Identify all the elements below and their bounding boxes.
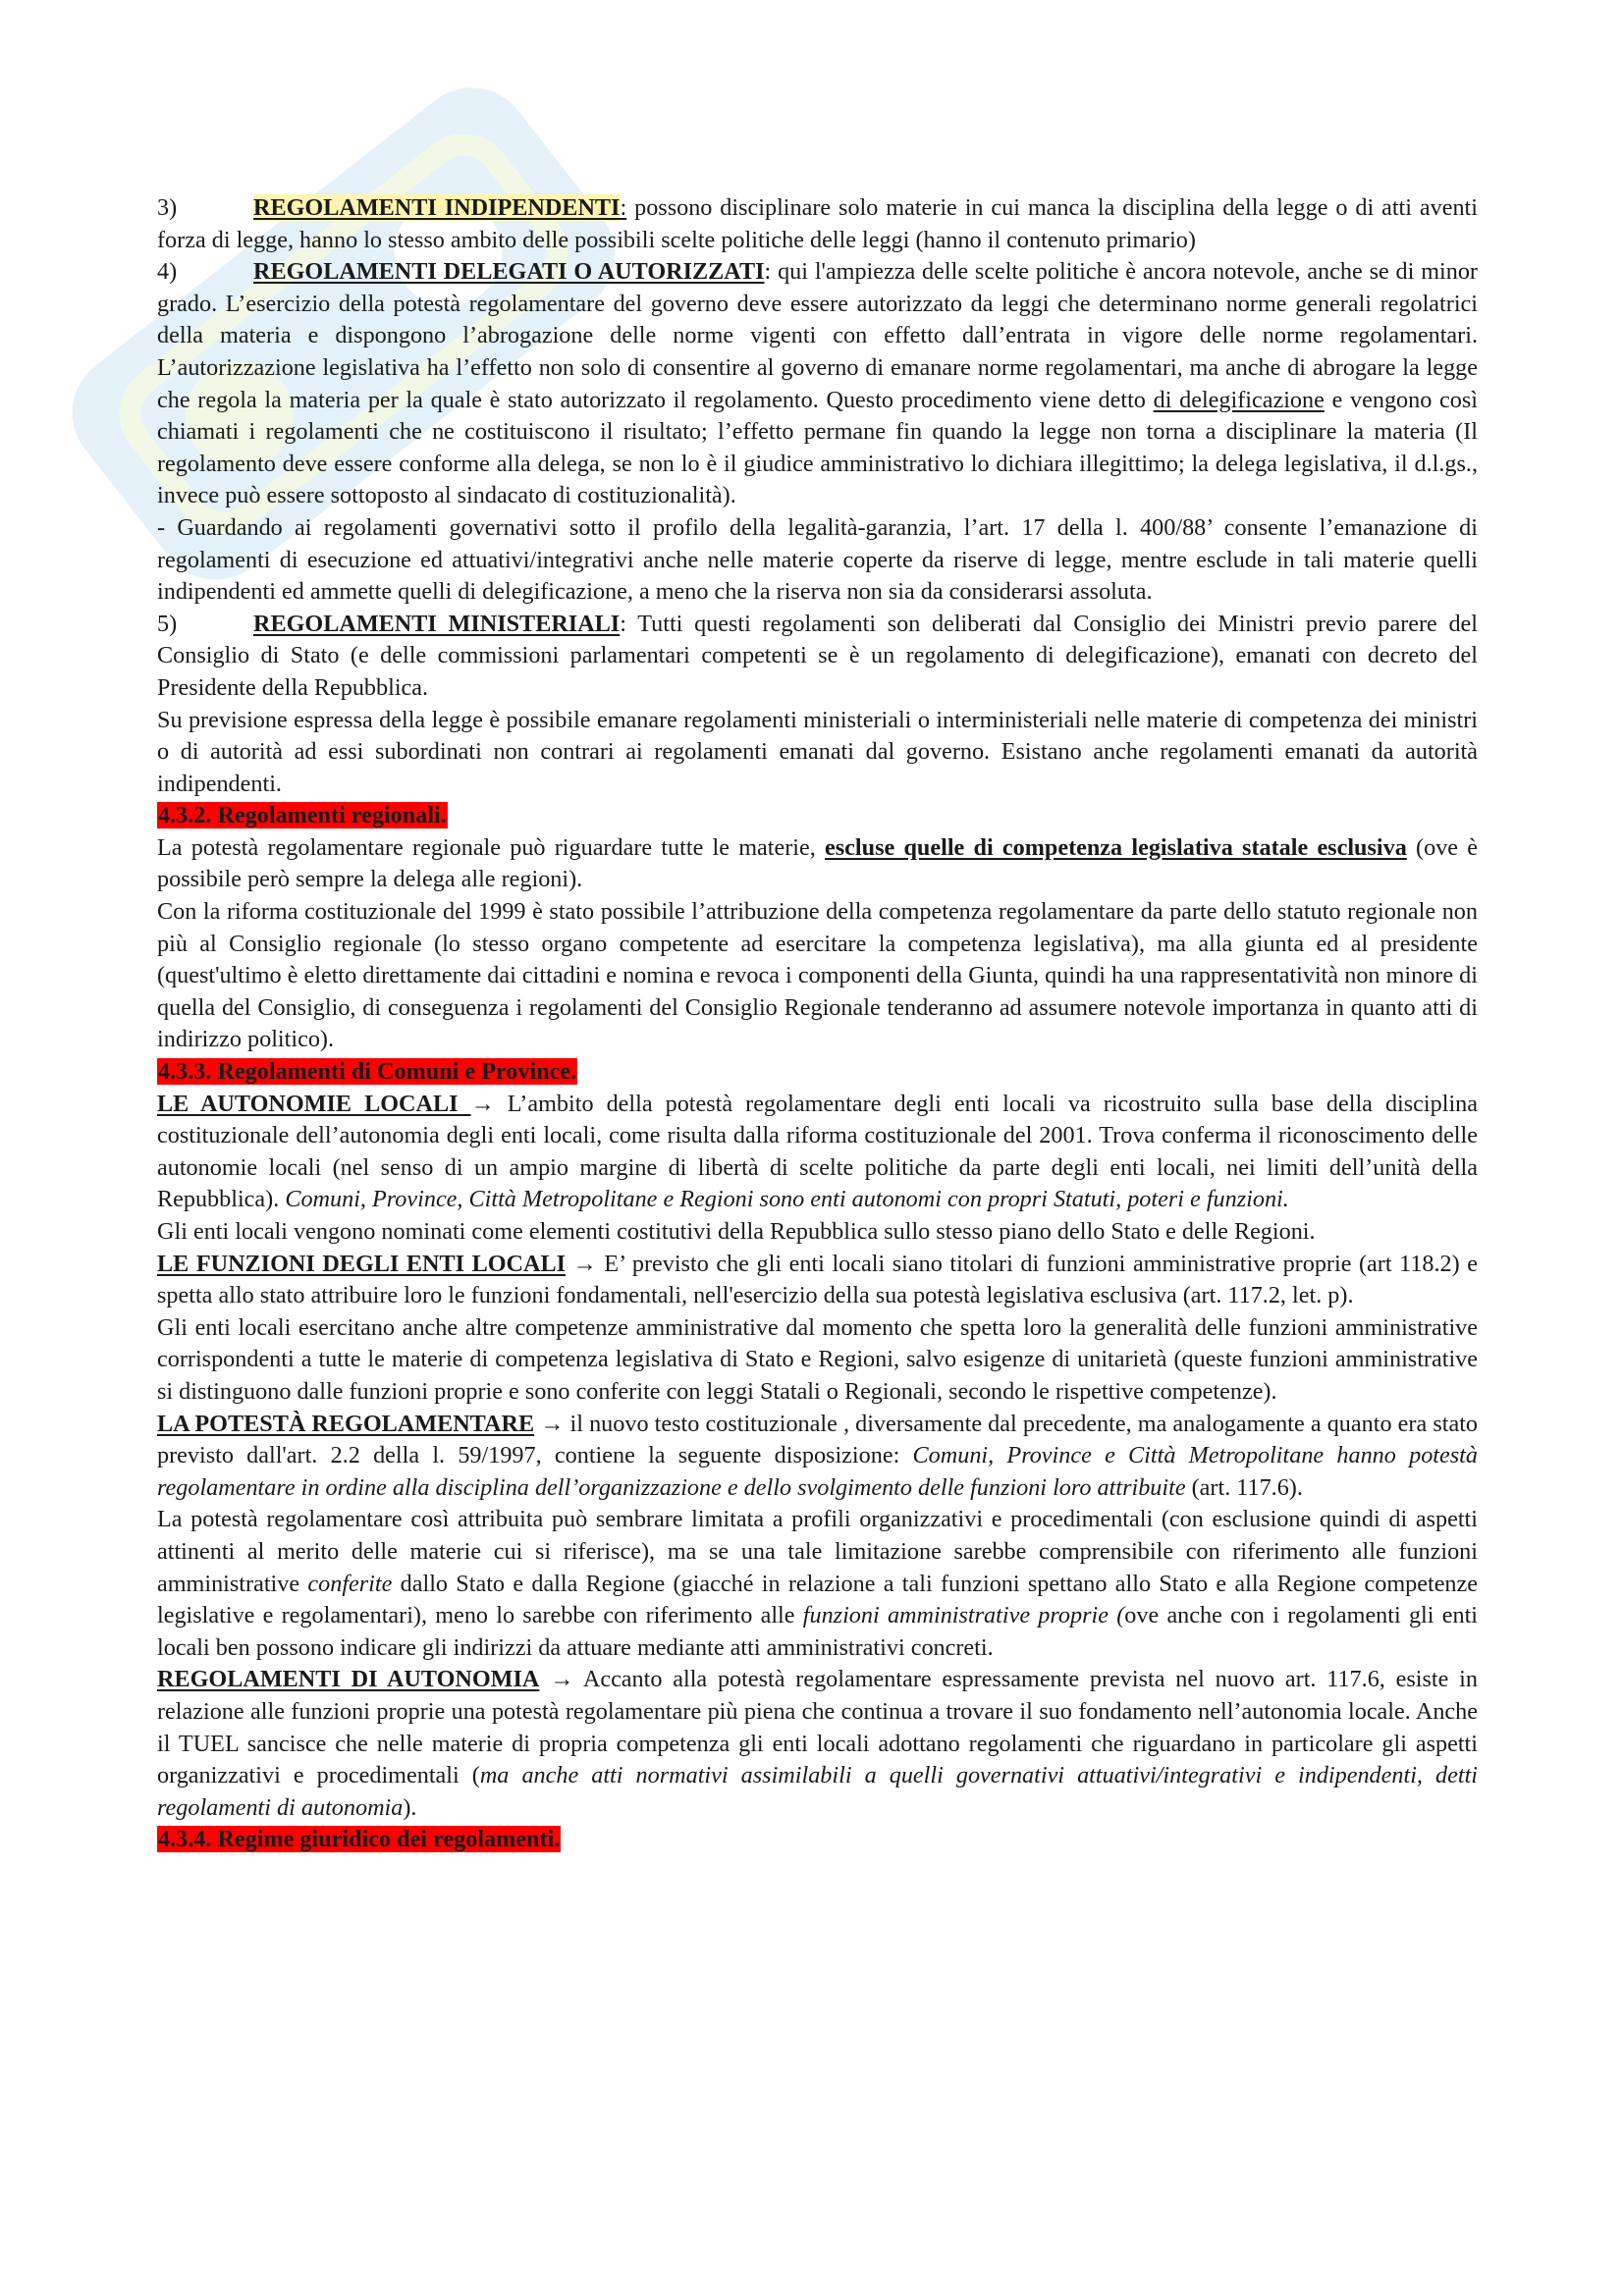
underlined-term: di delegificazione	[1153, 386, 1325, 413]
italic-text: ma anche atti normativi assimilabili a quelli governativi attuativi/integrativi e indipendenti, detti regolamenti di autonomia	[157, 1762, 1479, 1821]
italic-text: conferite	[307, 1570, 393, 1597]
section-heading-4-3-2	[157, 800, 1478, 832]
heading-regolamenti-autonomia: REGOLAMENTI DI AUTONOMIA	[157, 1666, 540, 1693]
paragraph-text: → L’ambito della potestà regolamentare degli enti locali va ricostruito sulla base della disciplina costituzionale dell’autonomia degli enti locali, come risulta dalla riforma costituzionale del 2001. Trova conferma il riconoscimento delle autonomie locali (nel senso di un ampio margine di libertà di scelte politiche da parte degli enti locali, nei limiti dell’unità della Repubblica).	[157, 1090, 1478, 1213]
paragraph-potesta-attribuita	[157, 1504, 1478, 1664]
paragraph-text: ove anche con i regolamenti gli enti locali ben possono indicare gli indirizzi da attuare mediante atti amministrativi concreti.	[157, 1602, 1479, 1661]
italic-text: funzioni amministrative proprie (	[802, 1602, 1125, 1629]
paragraph-potesta-regolamentare	[157, 1409, 1478, 1505]
list-number: 3)	[157, 194, 178, 221]
heading-regolamenti-ministeriali: REGOLAMENTI MINISTERIALI	[253, 610, 621, 637]
heading-potesta-regolamentare: LA POTESTÀ REGOLAMENTARE	[157, 1410, 535, 1437]
paragraph-regolamenti-delegati	[157, 256, 1478, 512]
highlighted-heading: 4.3.4. Regime giuridico dei regolamenti.	[158, 1826, 561, 1853]
paragraph-text: ).	[403, 1793, 417, 1821]
paragraph-text: La potestà regolamentare regionale può riguardare tutte le materie,	[157, 833, 826, 861]
paragraph-regolamenti-indipendenti	[157, 192, 1478, 256]
heading-regolamenti-indipendenti: REGOLAMENTI INDIPENDENTI	[253, 194, 621, 221]
heading-colon: :	[620, 194, 627, 221]
paragraph-regolamenti-ministeriali	[157, 609, 1478, 705]
paragraph-text: La potestà regolamentare così attribuita può sembrare limitata a profili organizzativi e procedimentali (con esclusione quindi di aspetti attinenti al merito delle materie cui si riferisce), ma se una tale limitazione sarebbe comprensibile con riferimento alle funzioni amministrative	[157, 1506, 1478, 1597]
paragraph-potesta-regionale	[157, 832, 1478, 896]
paragraph-autonomie-locali	[157, 1089, 1478, 1216]
paragraph-text: → il nuovo testo costituzionale , diversamente dal precedente, ma analogamente a quanto era stato previsto dall'art. 2.2 della l. 59/1997, contiene la seguente disposizione:	[157, 1410, 1479, 1469]
paragraph-previsione-legge: Su previsione espressa della legge è possibile emanare regolamenti ministeriali o interministeriali nelle materie di competenza dei ministri o di autorità ad essi subordinati non contrari ai regolamenti emanati dal governo. Esistano anche regolamenti emanati da autorità indipendenti.	[157, 706, 1478, 797]
paragraph-riforma-1999: Con la riforma costituzionale del 1999 è stato possibile l’attribuzione della competenza regolamentare da parte dello statuto regionale non più al Consiglio regionale (lo stesso organo competente ad esercitare la competenza legislativa), ma alla giunta ed al presidente (quest'ultimo è eletto direttamente dai cittadini e nomina e revoca i componenti della Giunta, quindi ha una rappresentatività non minore di quella del Consiglio, di conseguenza i regolamenti del Consiglio Regionale tenderanno ad assumere notevole importanza in quanto atti di indirizzo politico).	[157, 898, 1478, 1053]
heading-funzioni-enti-locali: LE FUNZIONI DEGLI ENTI LOCALI	[157, 1250, 566, 1277]
list-number: 4)	[157, 258, 178, 286]
paragraph-text: e vengono così chiamati i regolamenti che ne costituiscono il risultato; l’effetto permane fin quando la legge non torna a disciplinare la materia (Il regolamento deve essere conforme alla delega, se non lo è il giudice amministrativo lo dichiara illegittimo; la delega legislativa, il d.l.gs., invece può essere sottoposto al sindacato di costituzionalità).	[157, 386, 1479, 509]
highlighted-heading: 4.3.3. Regolamenti di Comuni e Province.	[158, 1058, 577, 1086]
paragraph-competenze-amministrative: Gli enti locali esercitano anche altre competenze amministrative dal momento che spetta loro la generalità delle funzioni amministrative corrispondenti a tutte le materie di competenza legislativa di Stato e Regioni, salvo esigenze di unitarietà (queste funzioni amministrative si distinguono dalle funzioni proprie e sono conferite con leggi Statali o Regionali, secondo le rispettive competenze).	[157, 1313, 1478, 1405]
list-number: 5)	[157, 610, 178, 637]
paragraph-text: (ove è possibile però sempre la delega alle regioni).	[157, 833, 1478, 893]
italic-text: Comuni, Province e Città Metropolitane hanno potestà regolamentare in ordine alla disciplina dell’organizzazione e dello svolgimento delle funzioni loro attribuite	[157, 1442, 1478, 1501]
paragraph-text: → Accanto alla potestà regolamentare espressamente prevista nel nuovo art. 117.6, esiste in relazione alle funzioni proprie una potestà regolamentare più piena che continua a trovare il suo fondamento nell’autonomia locale. Anche il TUEL sancisce che nelle materie di propria competenza gli enti locali adottano regolamenti che riguardano in particolare gli aspetti organizzativi e procedimentali (	[157, 1666, 1478, 1789]
highlighted-heading: 4.3.2. Regolamenti regionali.	[158, 802, 447, 829]
heading-autonomie-locali: LE AUTONOMIE LOCALI	[157, 1090, 471, 1117]
paragraph-legalita-garanzia: - Guardando ai regolamenti governativi sotto il profilo della legalità-garanzia, l’art. 17 della l. 400/88’ consente l’emanazione di regolamenti di esecuzione ed attuativi/integrativi anche nelle materie coperte da riserve di legge, mentre esclude in tali materie quelli indipendenti ed ammette quelli di delegificazione, a meno che la riserva non sia da considerarsi assoluta.	[157, 513, 1478, 606]
document-body	[157, 192, 1478, 1856]
section-heading-4-3-4	[157, 1824, 1478, 1856]
italic-text: Comuni, Province, Città Metropolitane e Regioni sono enti autonomi con propri Statuti, poteri e funzioni.	[285, 1186, 1289, 1213]
paragraph-text: : Tutti questi regolamenti son deliberati dal Consiglio dei Ministri previo parere del Consiglio di Stato (e delle commissioni parlamentari competenti se è un regolamento di delegificazione), emanati con decreto del Presidente della Repubblica.	[157, 610, 1479, 701]
heading-regolamenti-delegati: REGOLAMENTI DELEGATI O AUTORIZZATI	[253, 258, 765, 286]
paragraph-text: (art. 117.6).	[1185, 1473, 1303, 1501]
section-heading-4-3-3	[157, 1056, 1478, 1089]
paragraph-text: : qui l'ampiezza delle scelte politiche è ancora notevole, anche se di minor grado. L’esercizio della potestà regolamentare del governo deve essere autorizzato da leggi che determinano norme generali regolatrici della materia e dispongono l’abrogazione delle norme vigenti con effetto dall’entrata in vigore delle norme regolamentari. L’autorizzazione legislativa ha l’effetto non solo di consentire al governo di emanare norme regolamentari, ma anche di abrogare la legge che regola la materia per la quale è stato autorizzato il regolamento. Questo procedimento viene detto	[157, 258, 1478, 413]
paragraph-text: possono disciplinare solo materie in cui manca la disciplina della legge o di atti aventi forza di legge, hanno lo stesso ambito delle possibili scelte politiche delle leggi (hanno il contenuto primario)	[157, 194, 1478, 253]
bold-underlined-term: escluse quelle di competenza legislativa statale esclusiva	[825, 833, 1407, 861]
paragraph-text: → E’ previsto che gli enti locali siano titolari di funzioni amministrative proprie (art 118.2) e spetta allo stato attribuire loro le funzioni fondamentali, nell'esercizio della sua potestà legislativa esclusiva (art. 117.2, let. p).	[157, 1250, 1478, 1309]
paragraph-regolamenti-autonomia	[157, 1664, 1478, 1824]
paragraph-text: dallo Stato e dalla Regione (giacché in relazione a tali funzioni spettano allo Stato e alla Regione competenze legislative e regolamentari), meno lo sarebbe con riferimento alle	[157, 1570, 1478, 1629]
paragraph-funzioni-enti-locali	[157, 1249, 1478, 1312]
paragraph-enti-locali: Gli enti locali vengono nominati come elementi costitutivi della Repubblica sullo stesso piano dello Stato e delle Regioni.	[157, 1218, 1316, 1245]
